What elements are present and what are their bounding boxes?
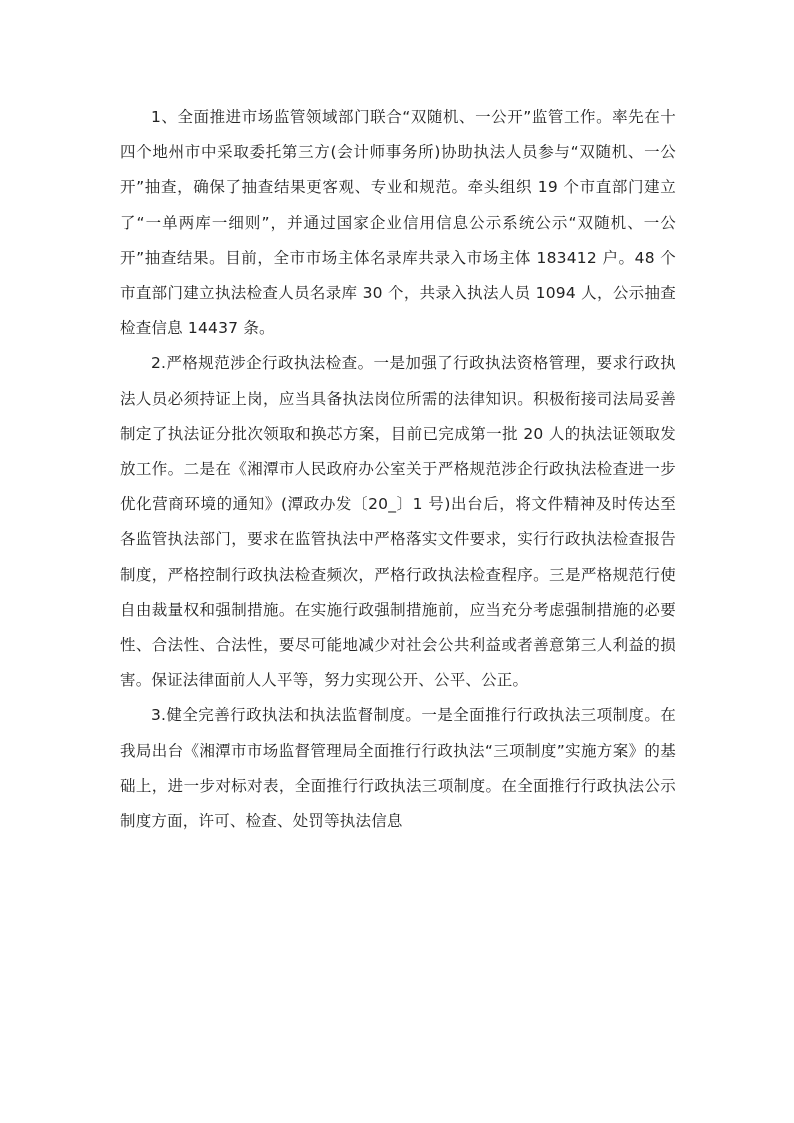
paragraph-1: 1、全面推进市场监管领域部门联合“双随机、一公开”监管工作。率先在十四个地州市中采取委托第三方(会计师事务所)协助执法人员参与“双随机、一公开”抽查，确保了抽查结果更客观、专业和规范。牵头组织 19 个市直部门建立了“一单两库一细则”，并通过国家企业信用信息公示系统公示“双随机、一公开”抽查结果。目前，全市市场主体名录库共录入市场主体 183412 户。48 个市直部门建立执法检查人员名录库 30 个，共录入执法人员 1094 人，公示抽查检查信息 14437 条。: [120, 108, 676, 338]
paragraph-3: 3.健全完善行政执法和执法监督制度。一是全面推行行政执法三项制度。在我局出台《湘潭市市场监督管理局全面推行行政执法“三项制度”实施方案》的基础上，进一步对标对表，全面推行行政执法三项制度。在全面推行行政执法公示制度方面，许可、检查、处罚等执法信息: [120, 706, 676, 831]
paragraph-2: 2.严格规范涉企行政执法检查。一是加强了行政执法资格管理，要求行政执法人员必须持证上岗，应当具备执法岗位所需的法律知识。积极衔接司法局妥善制定了执法证分批次领取和换芯方案，目前已完成第一批 20 人的执法证领取发放工作。二是在《湘潭市人民政府办公室关于严格规范涉企行政执法检查进一步优化营商环境的通知》(潭政办发〔20_〕1 号)出台后，将文件精神及时传达至各监管执法部门，要求在监管执法中严格落实文件要求，实行行政执法检查报告制度，严格控制行政执法检查频次，严格行政执法检查程序。三是严格规范行使自由裁量权和强制措施。在实施行政强制措施前，应当充分考虑强制措施的必要性、合法性、合法性，要尽可能地减少对社会公共利益或者善意第三人利益的损害。保证法律面前人人平等，努力实现公开、公平、公正。: [120, 354, 676, 690]
document-body: [120, 100, 676, 839]
